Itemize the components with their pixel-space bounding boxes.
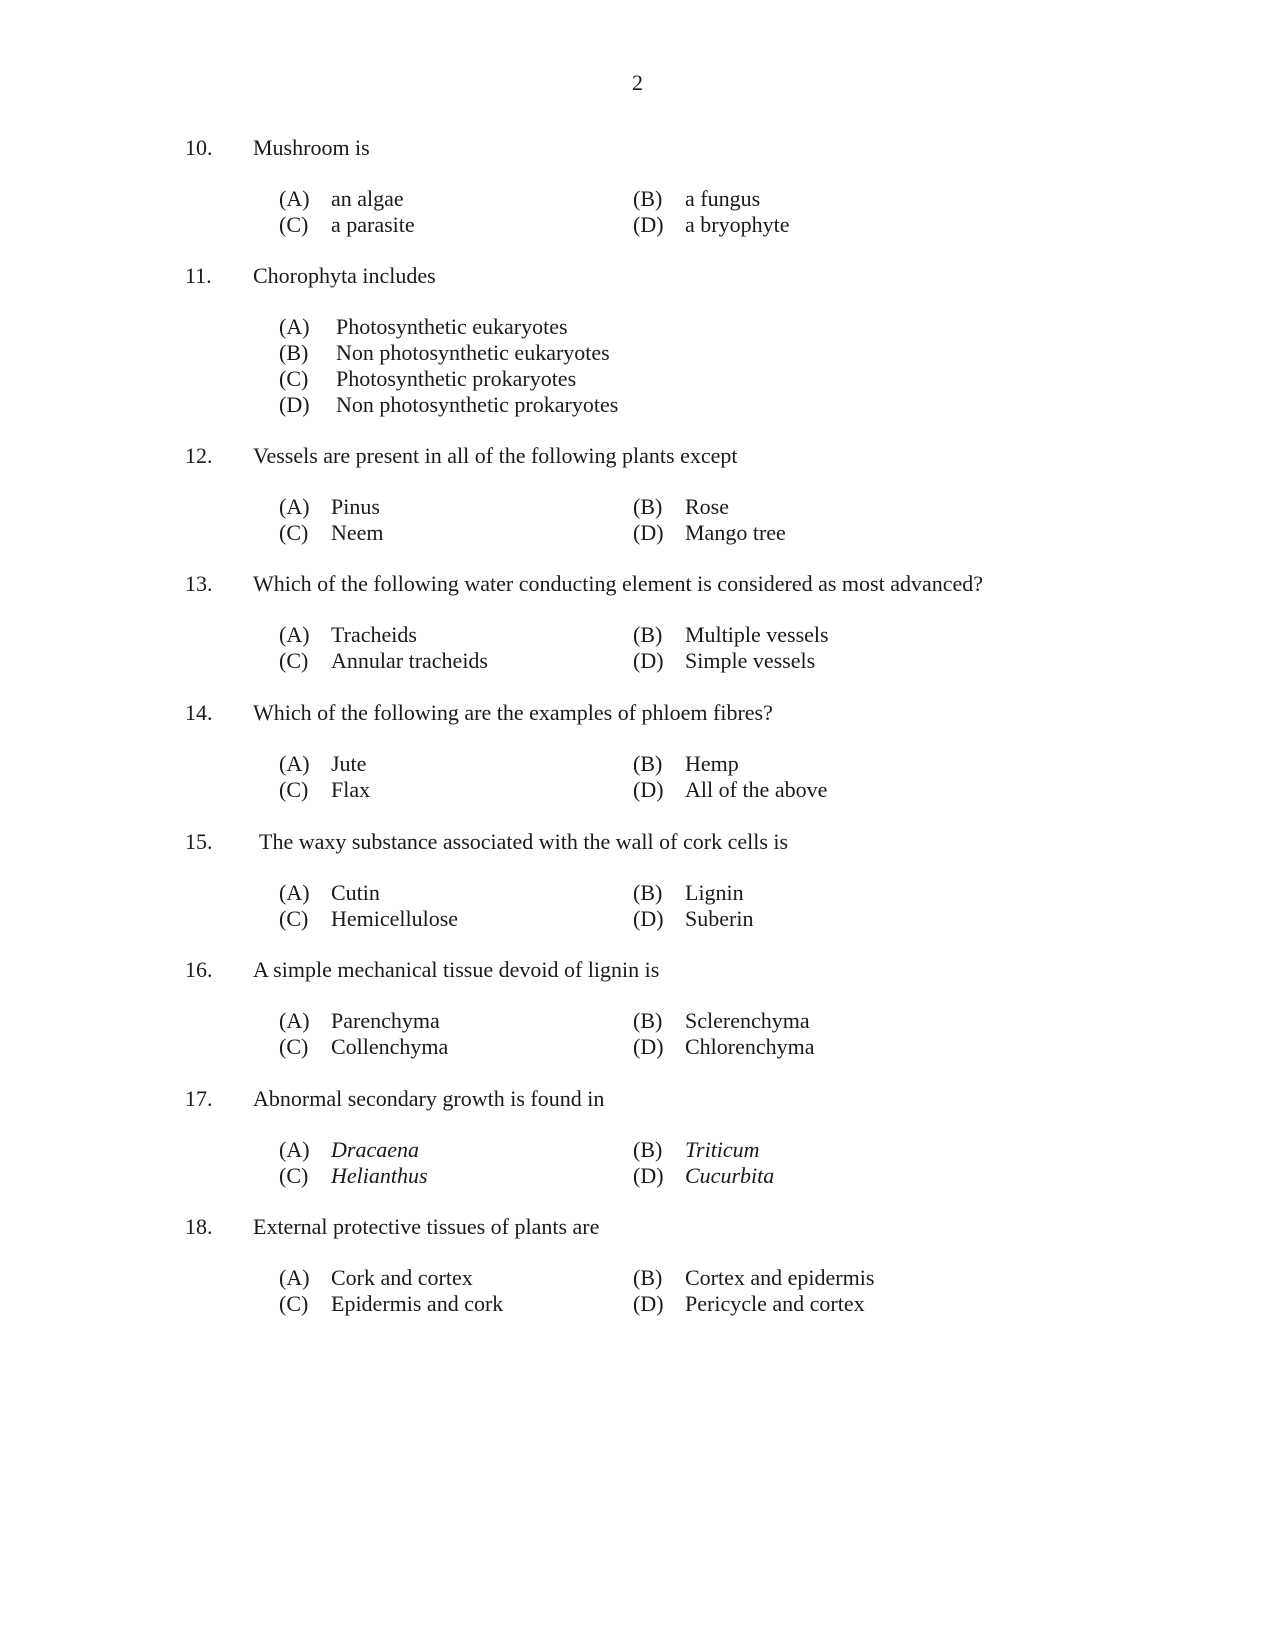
question-number: 15.: [185, 829, 213, 854]
option-label: (C): [279, 648, 309, 673]
option-b: [633, 494, 729, 520]
option-a: [279, 751, 366, 777]
question-number: 16.: [185, 957, 213, 982]
option-label: (C): [279, 906, 309, 931]
question-text: Vessels are present in all of the following plants except: [253, 443, 738, 468]
option-text: Hemp: [685, 751, 739, 776]
option-a: [279, 186, 404, 212]
option-text: an algae: [331, 186, 404, 211]
option-text: Lignin: [685, 880, 744, 905]
options-grid: [185, 751, 1145, 803]
option-d: [633, 1163, 774, 1189]
option-d: [633, 648, 815, 674]
option-label: (C): [279, 212, 309, 237]
option-label: (D): [633, 520, 664, 545]
option-text: a bryophyte: [685, 212, 790, 237]
option-text: Chlorenchyma: [685, 1034, 815, 1059]
option-c: [279, 1163, 428, 1189]
question-12: [185, 443, 1145, 546]
option-b: [633, 622, 829, 648]
option-text: Non photosynthetic prokaryotes: [336, 392, 619, 417]
question-number: 18.: [185, 1214, 213, 1239]
option-label: (B): [633, 880, 663, 905]
option-d: [633, 1291, 865, 1317]
option-b: [633, 880, 744, 906]
option-d: [633, 777, 827, 803]
option-c: [279, 648, 488, 674]
option-text: All of the above: [685, 777, 828, 802]
options-grid: [185, 622, 1145, 674]
option-label: (D): [633, 212, 664, 237]
options-grid: [185, 494, 1145, 546]
question-10: [185, 135, 1145, 238]
option-text: Rose: [685, 494, 729, 519]
option-label: (A): [279, 494, 310, 519]
option-text: Photosynthetic eukaryotes: [336, 314, 568, 339]
option-label: (A): [279, 751, 310, 776]
page-number: 2: [632, 70, 643, 95]
option-label: (A): [279, 1137, 310, 1162]
option-b: [633, 1265, 874, 1291]
question-number: 12.: [185, 443, 213, 468]
option-text: Pericycle and cortex: [685, 1291, 865, 1316]
option-label: (D): [633, 648, 664, 673]
option-text: Annular tracheids: [331, 648, 488, 673]
option-b: [633, 751, 739, 777]
question-15: [185, 829, 1145, 932]
option-label: (B): [633, 186, 663, 211]
option-a: [279, 622, 417, 648]
option-text: Epidermis and cork: [331, 1291, 504, 1316]
option-label: (B): [633, 1137, 663, 1162]
question-text: External protective tissues of plants are: [253, 1214, 600, 1239]
question-number: 14.: [185, 700, 213, 725]
option-b: [633, 186, 760, 212]
option-text: a parasite: [331, 212, 415, 237]
option-d: [633, 212, 789, 238]
option-label: (C): [279, 1291, 309, 1316]
option-d: [633, 520, 786, 546]
option-label: (B): [633, 494, 663, 519]
option-label: (B): [633, 751, 663, 776]
option-c: [279, 520, 384, 546]
question-number: 11.: [185, 263, 212, 288]
option-label: (C): [279, 520, 309, 545]
question-text: Which of the following water conducting element is considered as most advanced?: [253, 571, 984, 596]
option-text: Mango tree: [685, 520, 786, 545]
option-a: [279, 314, 568, 340]
options-grid: [185, 1008, 1145, 1060]
option-label: (A): [279, 622, 310, 647]
option-c: [279, 906, 458, 932]
option-text: Simple vessels: [685, 648, 816, 673]
option-text: Jute: [331, 751, 367, 776]
option-text: Flax: [331, 777, 371, 802]
option-d: [279, 392, 618, 418]
question-16: [185, 957, 1145, 1060]
option-label: (C): [279, 1034, 309, 1059]
option-label: (A): [279, 880, 310, 905]
question-18: [185, 1214, 1145, 1317]
option-text: Cutin: [331, 880, 380, 905]
option-label: (D): [279, 392, 310, 417]
option-text: Sclerenchyma: [685, 1008, 810, 1033]
question-text: Chorophyta includes: [253, 263, 436, 288]
option-label: (B): [633, 1008, 663, 1033]
option-label: (C): [279, 777, 309, 802]
options-grid: [185, 1137, 1145, 1189]
option-text: Helianthus: [331, 1163, 428, 1188]
option-b: [633, 1137, 760, 1163]
option-label: (D): [633, 777, 664, 802]
question-number: 17.: [185, 1086, 213, 1111]
option-label: (D): [633, 1291, 664, 1316]
option-c: [279, 1291, 503, 1317]
question-14: [185, 700, 1145, 803]
option-label: (A): [279, 186, 310, 211]
option-text: Cork and cortex: [331, 1265, 473, 1290]
option-text: a fungus: [685, 186, 761, 211]
option-text: Pinus: [331, 494, 380, 519]
option-label: (D): [633, 1163, 664, 1188]
option-label: (A): [279, 314, 310, 339]
option-text: Neem: [331, 520, 384, 545]
option-text: Collenchyma: [331, 1034, 449, 1059]
question-number: 10.: [185, 135, 213, 160]
option-text: Cortex and epidermis: [685, 1265, 875, 1290]
question-text: Abnormal secondary growth is found in: [253, 1086, 605, 1111]
question-text: The waxy substance associated with the wall of cork cells is: [259, 829, 789, 854]
options-grid: [185, 880, 1145, 932]
option-text: Hemicellulose: [331, 906, 459, 931]
question-text: Which of the following are the examples of phloem fibres?: [253, 700, 773, 725]
option-label: (C): [279, 366, 309, 391]
option-b: [279, 340, 610, 366]
question-number: 13.: [185, 571, 213, 596]
options-grid: [185, 1265, 1145, 1317]
option-text: Photosynthetic prokaryotes: [336, 366, 577, 391]
option-a: [279, 1265, 473, 1291]
option-a: [279, 1008, 440, 1034]
question-13: [185, 571, 1145, 674]
option-a: [279, 1137, 419, 1163]
option-text: Parenchyma: [331, 1008, 440, 1033]
option-label: (D): [633, 1034, 664, 1059]
option-text: Multiple vessels: [685, 622, 829, 647]
question-text: A simple mechanical tissue devoid of lignin is: [253, 957, 660, 982]
option-text: Suberin: [685, 906, 754, 931]
option-text: Cucurbita: [685, 1163, 775, 1188]
option-text: Dracaena: [331, 1137, 419, 1162]
option-d: [633, 1034, 815, 1060]
option-label: (A): [279, 1008, 310, 1033]
option-text: Non photosynthetic eukaryotes: [336, 340, 610, 365]
option-a: [279, 880, 380, 906]
option-label: (B): [633, 1265, 663, 1290]
option-label: (B): [633, 622, 663, 647]
option-b: [633, 1008, 810, 1034]
options-list: [185, 314, 1145, 418]
option-c: [279, 1034, 448, 1060]
question-11: [185, 263, 1145, 418]
option-a: [279, 494, 380, 520]
option-label: (D): [633, 906, 664, 931]
option-text: Tracheids: [331, 622, 417, 647]
option-d: [633, 906, 753, 932]
option-c: [279, 777, 370, 803]
question-17: [185, 1086, 1145, 1189]
option-text: Triticum: [685, 1137, 760, 1162]
option-label: (B): [279, 340, 309, 365]
option-label: (A): [279, 1265, 310, 1290]
options-grid: [185, 186, 1145, 238]
question-text: Mushroom is: [253, 135, 370, 160]
option-c: [279, 212, 415, 238]
option-label: (C): [279, 1163, 309, 1188]
option-c: [279, 366, 576, 392]
